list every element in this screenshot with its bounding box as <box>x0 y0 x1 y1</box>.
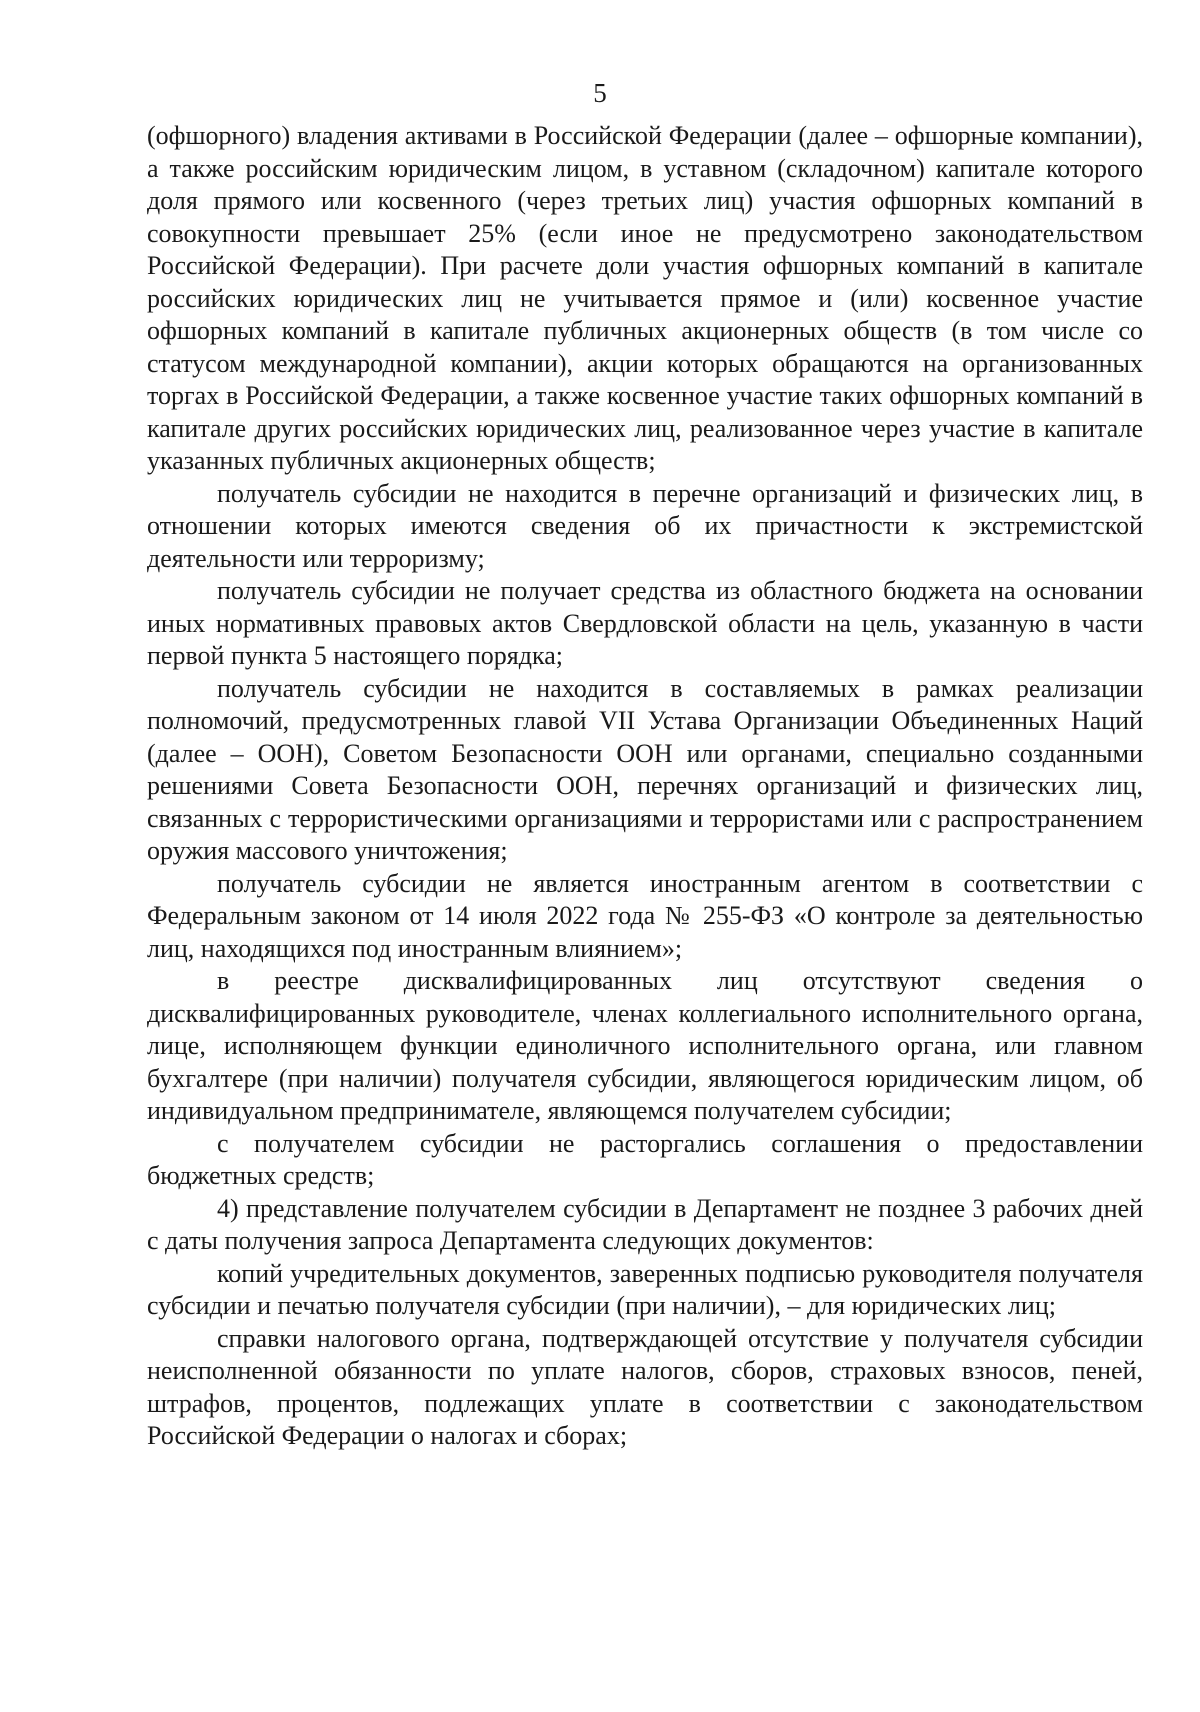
paragraph: получатель субсидии не находится в перечне организаций и физических лиц, в отношении которых имеются сведения об их причастности к экстремистской деятельности или терроризму; <box>147 478 1143 573</box>
paragraph: копий учредительных документов, заверенных подписью руководителя получателя субсидии и печатью получателя субсидии (при наличии), – для юридических лиц; <box>147 1258 1143 1320</box>
paragraph: в реестре дисквалифицированных лиц отсутствуют сведения о дисквалифицированных руководителе, членах коллегиального исполнительного органа, лице, исполняющем функции единоличного исполнительного органа, или главном бухгалтере (при наличии) получателя субсидии, являющегося юридическим лицом, об индивидуальном предпринимателе, являющемся получателем субсидии; <box>147 966 1143 1125</box>
paragraph: получатель субсидии не является иностранным агентом в соответствии с Федеральным законом от 14 июля 2022 года № 255-ФЗ «О контроле за деятельностью лиц, находящихся под иностранным влиянием»; <box>147 868 1143 963</box>
document-body <box>147 120 1143 1453</box>
paragraph: получатель субсидии не получает средства из областного бюджета на основании иных нормативных правовых актов Свердловской области на цель, указанную в части первой пункта 5 настоящего порядка; <box>147 576 1143 670</box>
paragraph: с получателем субсидии не расторгались соглашения о предоставлении бюджетных средств; <box>147 1128 1143 1190</box>
paragraph: 4) представление получателем субсидии в Департамент не позднее 3 рабочих дней с даты получения запроса Департамента следующих документов: <box>147 1193 1143 1255</box>
paragraph: справки налогового органа, подтверждающей отсутствие у получателя субсидии неисполненной обязанности по уплате налогов, сборов, страховых взносов, пеней, штрафов, процентов, подлежащих уплате в соответствии с законодательством Российской Федерации о налогах и сборах; <box>147 1323 1143 1450</box>
paragraph: (офшорного) владения активами в Российской Федерации (далее – офшорные компании), а также российским юридическим лицом, в уставном (складочном) капитале которого доля прямого или косвенного (через третьих лиц) участия офшорных компаний в совокупности превышает 25% (если иное не предусмотрено законодательством Российской Федерации). При расчете доли участия офшорных компаний в капитале российских юридических лиц не учитывается прямое и (или) косвенное участие офшорных компаний в капитале публичных акционерных обществ (в том числе со статусом международной компании), акции которых обращаются на организованных торгах в Российской Федерации, а также косвенное участие таких офшорных компаний в капитале других российских юридических лиц, реализованное через участие в капитале указанных публичных акционерных обществ; <box>147 121 1143 475</box>
page-number: 5 <box>593 78 607 108</box>
paragraph: получатель субсидии не находится в составляемых в рамках реализации полномочий, предусмотренных главой VII Устава Организации Объединенных Наций (далее – ООН), Советом Безопасности ООН или органами, специально созданными решениями Совета Безопасности ООН, перечнях организаций и физических лиц, связанных с террористическими организациями и террористами или с распространением оружия массового уничтожения; <box>147 673 1143 865</box>
